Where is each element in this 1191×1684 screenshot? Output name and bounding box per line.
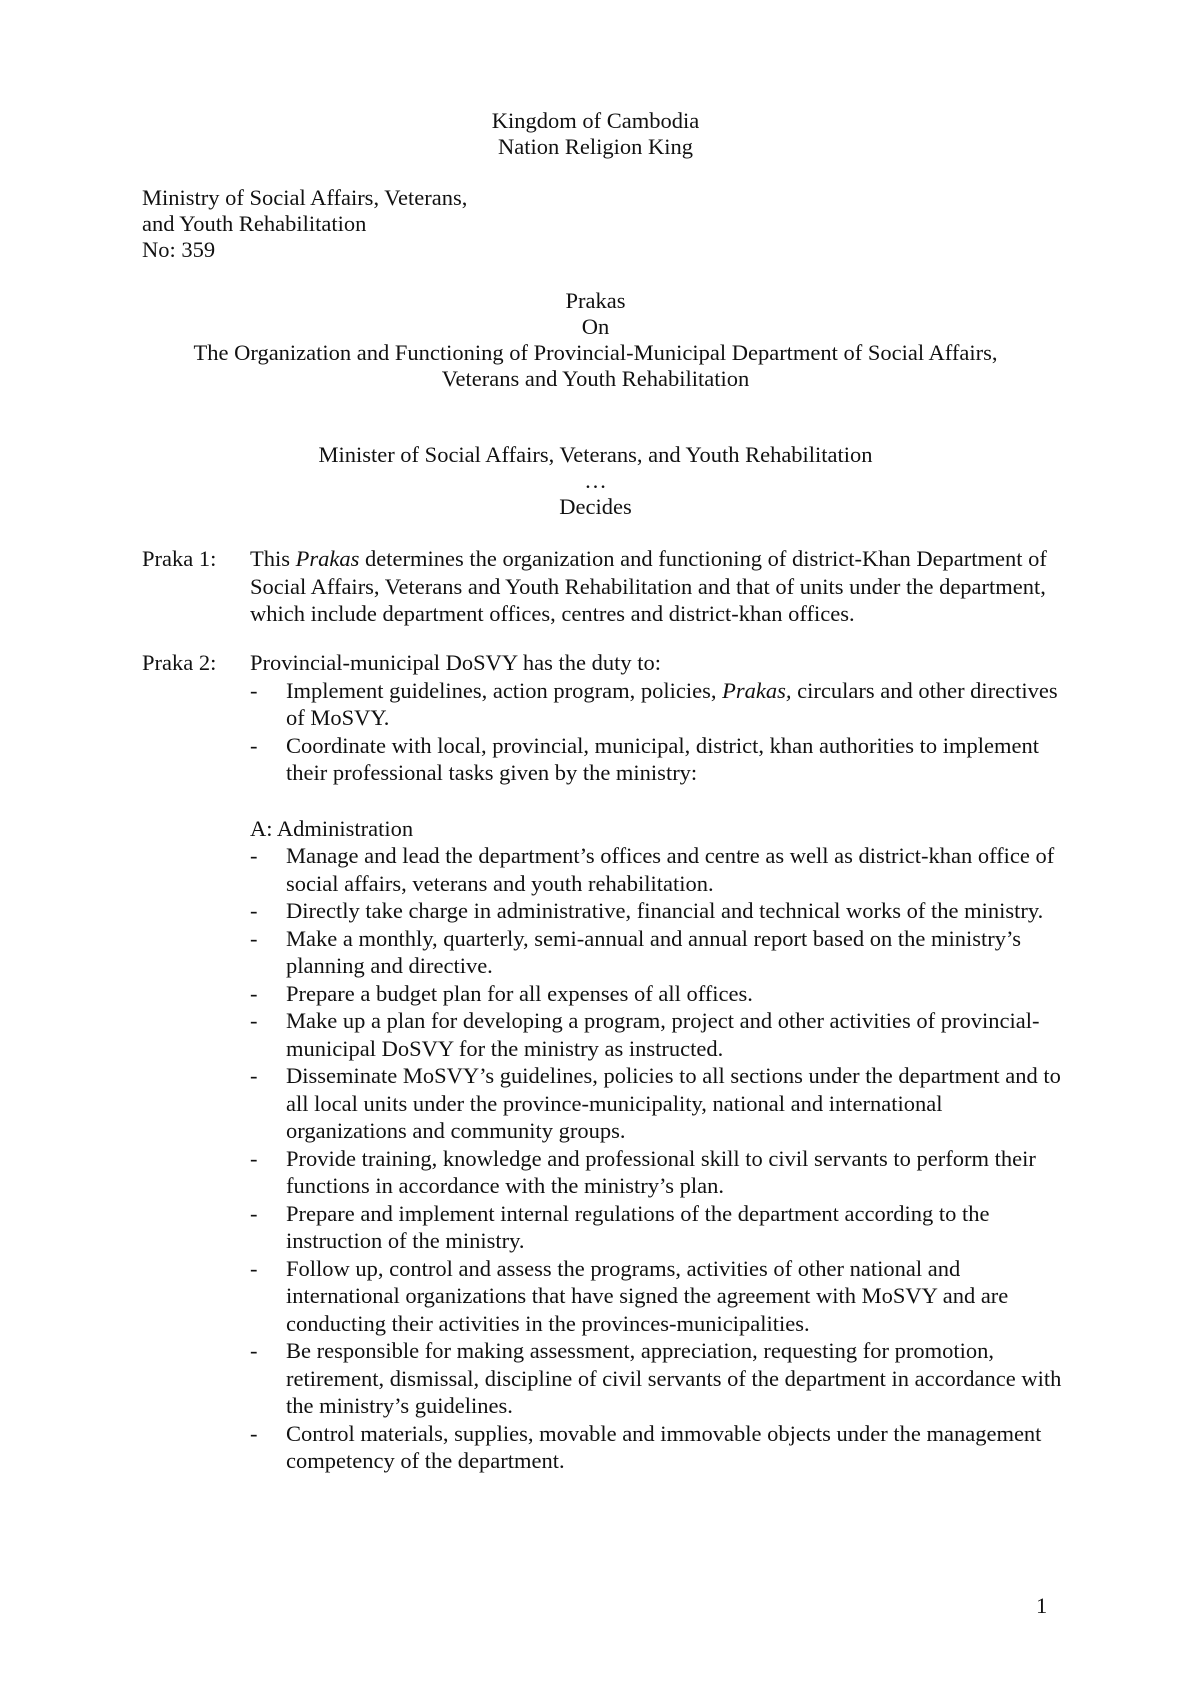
list-item	[250, 842, 1062, 897]
bullet-dash: -	[250, 925, 258, 951]
list-item	[250, 1200, 1062, 1255]
list-item-text: Make a monthly, quarterly, semi-annual and annual report based on the ministry’s planning and directive.	[286, 925, 1022, 978]
list-item	[250, 897, 1062, 925]
section-a-heading: A: Administration	[250, 815, 414, 841]
list-item-text: Directly take charge in administrative, financial and technical works of the ministry.	[286, 898, 1044, 923]
bullet-dash: -	[250, 732, 258, 758]
bullet-dash: -	[250, 1200, 258, 1226]
list-item-text: Prepare and implement internal regulations of the department according to the instruction of the ministry.	[286, 1200, 990, 1253]
praka-2-duty-list	[250, 677, 1062, 787]
list-item-italic-term: Prakas,	[722, 677, 792, 703]
list-item-text: Prepare a budget plan for all expenses of all offices.	[286, 980, 753, 1006]
praka-1-label: Praka 1:	[142, 546, 217, 571]
page-number: 1	[1036, 1593, 1048, 1618]
list-item-text-rest: circulars and other directives of MoSVY.	[286, 677, 1058, 730]
bullet-dash: -	[250, 677, 258, 703]
list-item	[250, 1007, 1062, 1062]
list-item	[250, 677, 1062, 732]
bullet-dash: -	[250, 1063, 258, 1088]
title-prakas: Prakas	[565, 288, 626, 313]
list-item-text: Manage and lead the department’s offices and centre as well as district-khan office of social affairs, veterans and youth rehabilitation.	[286, 843, 1055, 896]
praka-1-text-rest: determines the organization and functioning of district-Khan Department of Social Affairs, Veterans and Youth Rehabilitation and that of units under the department, which include department offices, centres and district-khan offices.	[250, 546, 1047, 626]
country-heading: Kingdom of Cambodia	[491, 108, 700, 133]
list-item	[250, 1062, 1062, 1145]
document-number: No: 359	[142, 237, 216, 262]
praka-2	[142, 649, 1062, 1475]
praka-1-text-start: This	[250, 546, 296, 571]
bullet-dash: -	[250, 843, 258, 868]
bullet-dash: -	[250, 1420, 258, 1446]
list-item-text: Provide training, knowledge and professional skill to civil servants to perform their functions in accordance with the ministry’s plan.	[286, 1145, 1036, 1198]
praka-2-intro: Provincial-municipal DoSVY has the duty to:	[250, 650, 661, 675]
ellipsis: …	[584, 468, 607, 493]
bullet-dash: -	[250, 1255, 258, 1281]
decides-heading: Decides	[559, 494, 632, 519]
praka-2-label: Praka 2:	[142, 650, 217, 675]
list-item	[250, 980, 1062, 1008]
bullet-dash: -	[250, 980, 258, 1006]
bullet-dash: -	[250, 1338, 258, 1363]
list-item-text: Control materials, supplies, movable and immovable objects under the management competency of the department.	[286, 1420, 1042, 1473]
praka-1-italic-term: Prakas	[295, 546, 360, 571]
title-line-3: The Organization and Functioning of Provincial-Municipal Department of Social Affairs,	[193, 340, 998, 365]
list-item-text: Make up a plan for developing a program, project and other activities of provincial-municipal DoSVY for the ministry as instructed.	[286, 1008, 1040, 1061]
praka-1	[142, 545, 1062, 628]
list-item	[250, 1420, 1062, 1475]
ministry-line-1: Ministry of Social Affairs, Veterans,	[142, 185, 468, 210]
list-item	[250, 1255, 1062, 1338]
bullet-dash: -	[250, 1145, 258, 1171]
administration-list	[250, 842, 1062, 1475]
title-on: On	[581, 314, 610, 339]
list-item-text: Be responsible for making assessment, appreciation, requesting for promotion, retirement, dismissal, discipline of civil servants of the department in accordance with the ministry’s guidelines.	[286, 1338, 1062, 1418]
bullet-dash: -	[250, 1008, 258, 1033]
list-item-text: Coordinate with local, provincial, municipal, district, khan authorities to implement their professional tasks given by the ministry:	[286, 732, 1039, 785]
motto-heading: Nation Religion King	[498, 134, 693, 159]
praka-2-body	[250, 649, 1062, 1475]
list-item-text: Implement guidelines, action program, policies,	[286, 677, 723, 703]
bullet-dash: -	[250, 898, 258, 923]
list-item-text: Follow up, control and assess the programs, activities of other national and international organizations that have signed the agreement with MoSVY and are conducting their activities in the provinces-municipalities.	[286, 1255, 1009, 1336]
list-item	[250, 1337, 1062, 1420]
list-item-text: Disseminate MoSVY’s guidelines, policies to all sections under the department and to all local units under the province-municipality, national and international organizations and community groups.	[286, 1063, 1061, 1143]
title-line-4: Veterans and Youth Rehabilitation	[441, 366, 750, 391]
ministry-line-2: and Youth Rehabilitation	[142, 211, 367, 236]
list-item	[250, 925, 1062, 980]
list-item	[250, 732, 1062, 787]
minister-line: Minister of Social Affairs, Veterans, and Youth Rehabilitation	[318, 442, 873, 467]
praka-1-text	[250, 545, 1062, 628]
list-item	[250, 1145, 1062, 1200]
